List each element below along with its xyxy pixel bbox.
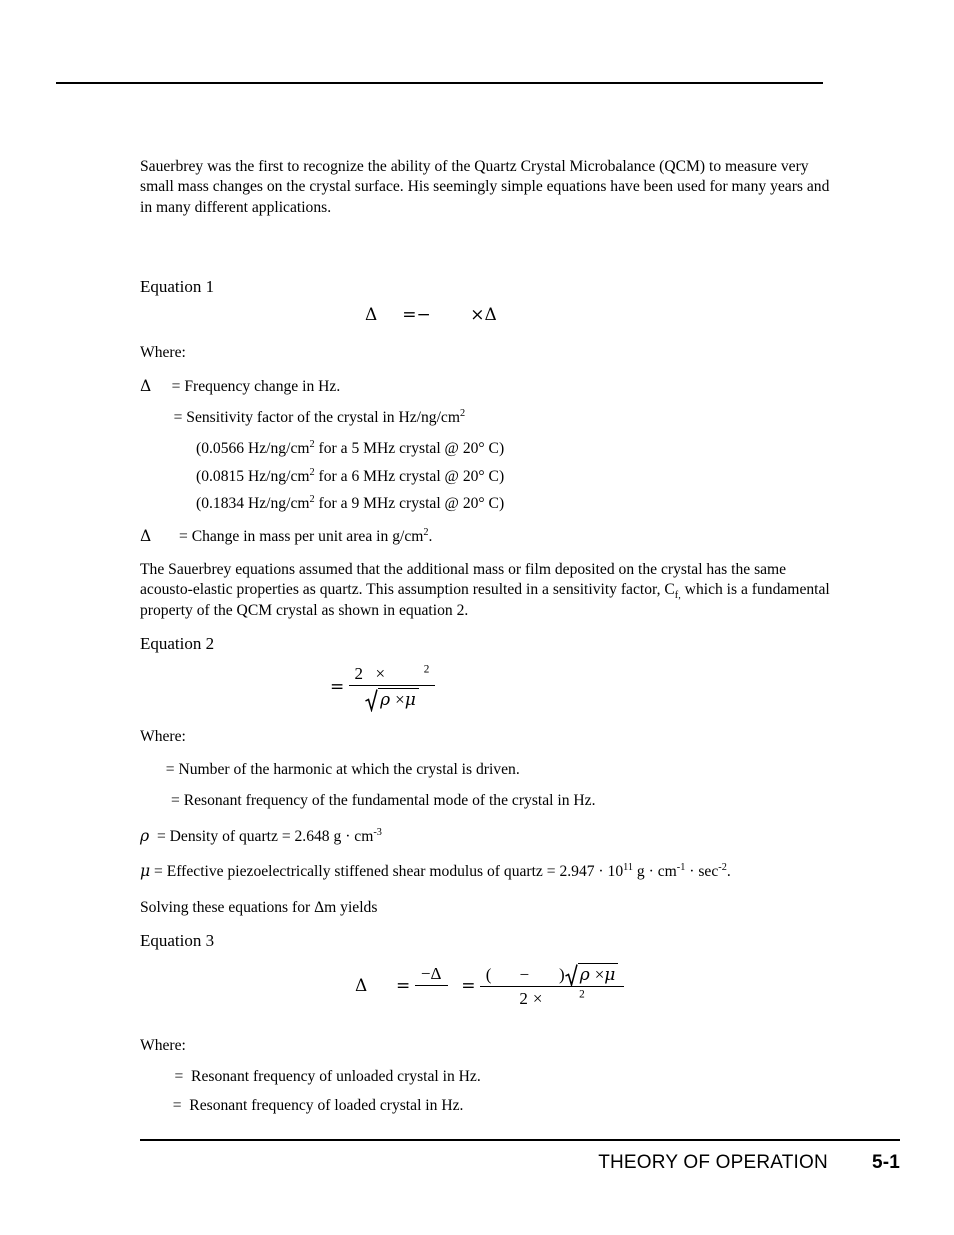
eq2-hidden-n: [385, 664, 394, 684]
eq3-fraction-2: [480, 963, 625, 1009]
footer-page-number: 5-1: [871, 1152, 900, 1173]
definition-text: = Number of the harmonic at which the crystal is driven.: [165, 760, 520, 778]
definition-harmonic-number: [140, 760, 830, 780]
cf-subscript: f,: [674, 590, 681, 602]
where-label-1: Where:: [140, 344, 186, 362]
eq3-equals-2: =: [461, 975, 476, 996]
where-label-3: Where:: [140, 1036, 186, 1054]
definition-text: = Resonant frequency of unloaded crystal in Hz.: [174, 1068, 481, 1086]
sensitivity-value-5mhz: (0.0566 $Hz/ng/cm^2$ for a 5 MHz crystal @ 20° C): [196, 439, 505, 458]
header-rule: [56, 82, 823, 84]
eq3-fraction-1: [415, 964, 448, 1008]
eq1-hidden-m: [497, 305, 510, 325]
hidden-f-var: [151, 377, 160, 397]
hidden-f0-var: [551, 989, 565, 1009]
eq1-delta-m: Δ: [484, 305, 497, 326]
rho-symbol: ρ: [579, 964, 590, 985]
equation-1-heading: Equation 1: [140, 277, 215, 297]
hidden-fl-var: [491, 965, 507, 985]
eq1-hidden-cf: [431, 305, 448, 325]
hidden-fu-var: [158, 1067, 174, 1087]
definition-text: = Effective piezoelectrically stiffened shear modulus of quartz = 2.947 · 10: [154, 862, 624, 880]
definition-fundamental-frequency: [140, 791, 830, 811]
definition-loaded-frequency: [140, 1096, 830, 1116]
equation-1-formula: [140, 305, 830, 325]
eq1-equals: =: [402, 305, 417, 326]
radical-tick-icon: [565, 963, 578, 985]
intro-paragraph: Sauerbrey was the first to recognize the ability of the Quartz Crystal Microbalance (QCM) to measure very small mass changes on the crystal surface. His seemingly simple equations have been used for many years and in many different applications.: [140, 158, 830, 216]
hidden-m-var: [151, 527, 163, 547]
definition-text: = Resonant frequency of loaded crystal in Hz.: [172, 1096, 464, 1114]
sensitivity-value-6mhz: (0.0815 $Hz/ng/cm^2$ for a 6 MHz crystal @ 20° C): [196, 466, 505, 485]
definition-delta-f: [140, 376, 830, 397]
definition-shear-modulus: μ = Effective piezoelectrically stiffened shear modulus of quartz = $2.947 \cdot 10^{11}$ $g \cdot cm^{-1} \cdot \sec^{-2}$.: [140, 861, 731, 880]
eq3-delta: Δ: [355, 975, 368, 996]
eq3-frac1-numerator: −Δ: [415, 964, 448, 986]
eq1-minus: −: [416, 305, 431, 326]
definition-sensitivity-factor: [140, 408, 830, 428]
hidden-cf-var: [158, 408, 174, 428]
eq3-equals-1: =: [396, 975, 411, 996]
definition-density: ρ = Density of quartz = 2.648 $g \cdot cm^{-3}$: [140, 826, 382, 845]
radical-rho-mu: ρ ×μ: [365, 688, 419, 710]
sensitivity-value-9mhz: (0.1834 $Hz/ng/cm^2$ for a 9 MHz crystal @ 20° C): [196, 494, 505, 513]
superscript-2: 2: [459, 407, 466, 419]
eq1-times: ×: [470, 305, 485, 326]
mu-symbol: μ: [140, 861, 151, 880]
solving-line: Solving these equations for Δm yields: [140, 899, 378, 917]
eq2-hidden-f0: [394, 664, 408, 684]
footer-title: THEORY OF OPERATION: [598, 1152, 828, 1173]
eq2-exponent: 2: [423, 663, 430, 676]
value-5mhz: 0.0566: [201, 440, 245, 458]
value-6mhz: 0.0815: [201, 467, 245, 485]
equation-2-formula: [140, 665, 830, 711]
hidden-fl-var: [158, 1096, 173, 1116]
eq2-numerator: 2 × $^2$: [349, 664, 436, 686]
rho-symbol: ρ: [380, 690, 391, 711]
hidden-n-var: [158, 760, 166, 780]
radical-tick-icon: [365, 688, 378, 710]
sauerbrey-paragraph: The Sauerbrey equations assumed that the additional mass or film deposited on the crystal has the same acousto-elastic properties as quartz. This assumption resulted in a sensitivity factor, $C_{f,}$ which is a fundamental property of the QCM crystal as shown in equation 2.: [140, 561, 830, 619]
delta-symbol: Δ: [140, 376, 152, 395]
page-footer: [140, 1152, 900, 1174]
mu-symbol: μ: [404, 690, 416, 711]
eq1-delta-f: Δ: [365, 305, 378, 326]
eq1-hidden-f: [377, 305, 386, 325]
page-content: [140, 157, 830, 1116]
footer-rule: [140, 1139, 900, 1141]
mu-symbol: μ: [604, 964, 616, 985]
definition-text: = Density of quartz = 2.648 g · cm: [156, 827, 374, 845]
definition-text: = Frequency change in Hz.: [171, 377, 341, 395]
eq3-frac1-denominator: [415, 986, 448, 1008]
eq3-frac2-numerator: ( − ) ρ ×μ: [480, 963, 625, 987]
rho-symbol: ρ: [140, 826, 150, 845]
equation-3-heading: Equation 3: [140, 930, 215, 950]
definition-text: = Sensitivity factor of the crystal in Hz/ng/cm: [173, 409, 460, 427]
value-9mhz: 0.1834: [201, 495, 245, 513]
hidden-n-var: [542, 989, 551, 1009]
where-label-2: Where:: [140, 728, 186, 746]
definition-unloaded-frequency: [140, 1067, 830, 1087]
eq2-coefficient: 2: [354, 664, 363, 684]
delta-symbol: Δ: [140, 526, 152, 545]
radical-rho-mu: ρ ×μ: [565, 963, 619, 985]
eq2-equals: =: [330, 677, 345, 698]
eq2-fraction: [349, 664, 436, 710]
definition-text: = Resonant frequency of the fundamental mode of the crystal in Hz.: [171, 792, 596, 810]
definition-delta-m: Δ = Change in mass per unit area in $g/cm^2$.: [140, 526, 830, 547]
eq2-denominator: [349, 686, 436, 710]
eq3-hidden-m: [367, 976, 380, 996]
hidden-fu-var: [529, 965, 547, 985]
eq3-frac2-denominator: 2 × $^2$: [519, 988, 585, 1008]
hidden-f0-var: [158, 791, 171, 811]
equation-2-heading: Equation 2: [140, 634, 215, 654]
hidden-cf-var: [421, 988, 438, 1008]
equation-3-formula: [140, 964, 830, 1010]
definition-text: = Change in mass per unit area in g/cm: [179, 527, 424, 545]
